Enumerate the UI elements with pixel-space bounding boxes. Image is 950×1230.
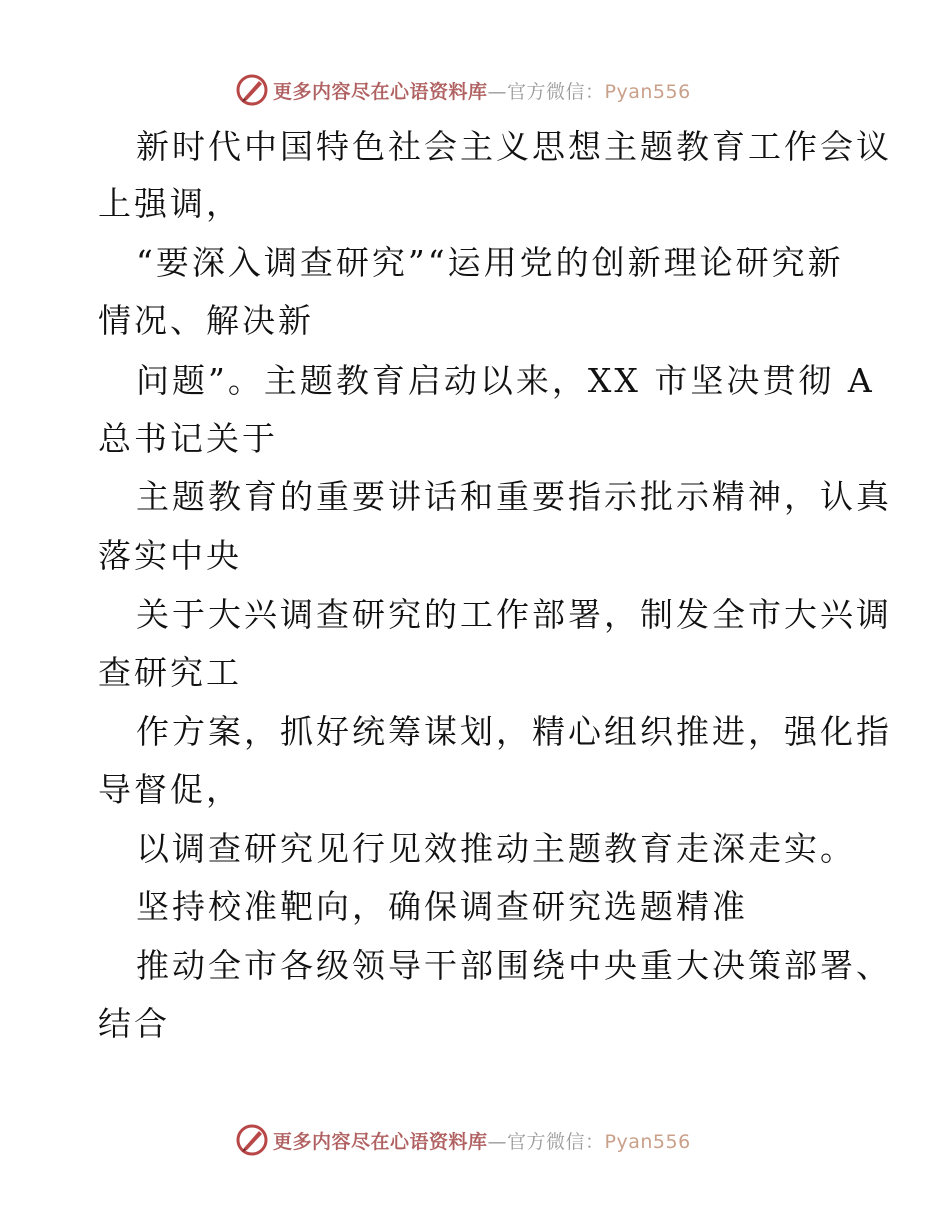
text-line-5: 问题”。主题教育启动以来，XX 市坚决贯彻 A bbox=[136, 361, 875, 400]
text-line-11: 作方案，抓好统筹谋划，精心组织推进，强化指 bbox=[136, 712, 892, 751]
quill-pen-logo-icon bbox=[235, 1123, 269, 1157]
text-line-8: 落实中央 bbox=[98, 536, 242, 575]
watermark-wechat-label: 官方微信： bbox=[507, 80, 605, 103]
text-line-12: 导督促， bbox=[98, 770, 242, 809]
watermark-dash: — bbox=[487, 80, 508, 103]
text-line-16: 结合 bbox=[98, 1004, 170, 1043]
text-line-6: 总书记关于 bbox=[98, 419, 278, 458]
header-watermark bbox=[235, 72, 691, 108]
text-line-14: 坚持校准靶向，确保调查研究选题精准 bbox=[136, 887, 748, 926]
text-line-9: 关于大兴调查研究的工作部署，制发全市大兴调 bbox=[136, 595, 892, 634]
text-line-4: 情况、解决新 bbox=[98, 301, 314, 340]
text-line-7: 主题教育的重要讲话和重要指示批示精神，认真 bbox=[136, 477, 892, 516]
watermark-dash: — bbox=[487, 1130, 508, 1153]
text-line-13: 以调查研究见行见效推动主题教育走深走实。 bbox=[136, 829, 856, 868]
text-line-1: 新时代中国特色社会主义思想主题教育工作会议 bbox=[136, 127, 892, 166]
watermark-text bbox=[273, 77, 691, 104]
text-line-2: 上强调， bbox=[98, 184, 242, 223]
watermark-main-text: 更多内容尽在心语资料库 bbox=[273, 80, 488, 103]
text-line-10: 查研究工 bbox=[98, 653, 242, 692]
text-line-15: 推动全市各级领导干部围绕中央重大决策部署、 bbox=[136, 946, 892, 985]
watermark-wechat-label: 官方微信： bbox=[507, 1130, 605, 1153]
quill-pen-logo-icon bbox=[235, 73, 269, 107]
watermark-main-text: 更多内容尽在心语资料库 bbox=[273, 1130, 488, 1153]
watermark-wechat-id: Pyan556 bbox=[604, 1130, 691, 1153]
watermark-text bbox=[273, 1127, 691, 1154]
watermark-wechat-id: Pyan556 bbox=[604, 80, 691, 103]
footer-watermark bbox=[235, 1122, 691, 1158]
text-line-3: “要深入调查研究”“运用党的创新理论研究新 bbox=[136, 243, 844, 282]
